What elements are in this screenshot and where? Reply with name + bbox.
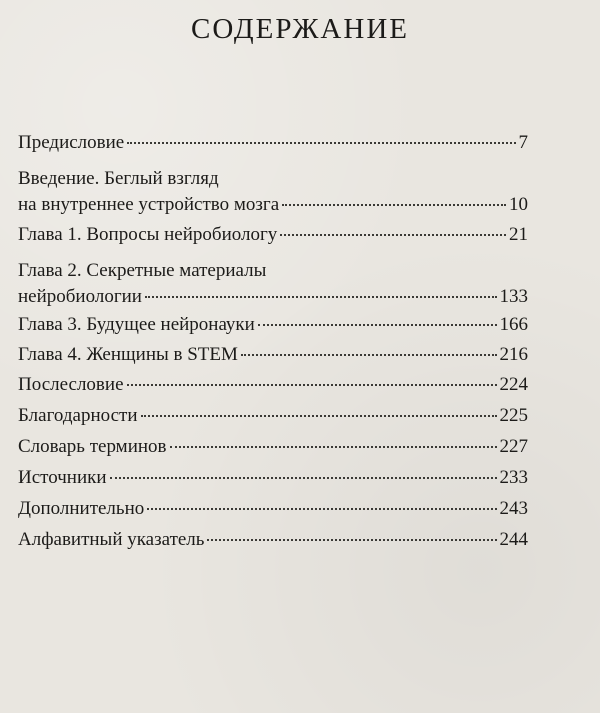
dot-leader xyxy=(145,296,497,298)
toc-entry xyxy=(18,403,528,429)
dot-leader xyxy=(147,508,496,510)
toc-entry-title: нейробиологии xyxy=(18,286,142,307)
toc-entry-row xyxy=(18,130,528,156)
dot-leader xyxy=(110,477,497,479)
page-title: СОДЕРЖАНИЕ xyxy=(191,13,409,45)
toc-entry xyxy=(18,434,528,460)
toc-page-number: 216 xyxy=(499,344,528,365)
toc-page-number: 166 xyxy=(499,314,528,335)
toc-page-number: 133 xyxy=(499,286,528,307)
toc-entry-row xyxy=(18,312,528,338)
toc-entry-row xyxy=(18,372,528,398)
dot-leader xyxy=(280,234,506,236)
toc-entry-title-line: Введение. Беглый взгляд xyxy=(18,168,219,189)
toc-page-number: 7 xyxy=(518,132,528,153)
toc-entry-row xyxy=(18,465,528,491)
toc-page-number: 227 xyxy=(499,436,528,457)
toc-entry-title: Словарь терминов xyxy=(18,436,167,457)
toc-entry-row xyxy=(18,284,528,310)
dot-leader xyxy=(241,354,497,356)
toc-entry-row xyxy=(18,527,528,553)
toc-page-number: 225 xyxy=(499,405,528,426)
toc-entry-row xyxy=(18,496,528,522)
dot-leader xyxy=(258,324,497,326)
toc-page-number: 10 xyxy=(509,194,528,215)
toc-page-number: 21 xyxy=(509,224,528,245)
dot-leader xyxy=(141,415,497,417)
toc-page-number: 233 xyxy=(499,467,528,488)
toc-page-number: 244 xyxy=(499,529,528,550)
dot-leader xyxy=(127,384,497,386)
toc-entry-title: Глава 1. Вопросы нейробиологу xyxy=(18,224,278,245)
toc-entry-row xyxy=(18,222,528,248)
toc-entry xyxy=(18,222,528,248)
toc-entry xyxy=(18,496,528,522)
toc-entry xyxy=(18,342,528,368)
toc-entry xyxy=(18,166,528,218)
toc-entry-title: Благодарности xyxy=(18,405,138,426)
toc-entry-row xyxy=(18,403,528,429)
toc-entry-title: Глава 3. Будущее нейронауки xyxy=(18,314,255,335)
toc-entry xyxy=(18,372,528,398)
toc-entry xyxy=(18,312,528,338)
dot-leader xyxy=(170,446,497,448)
toc-entry-row xyxy=(18,192,528,218)
toc-entry-row xyxy=(18,434,528,460)
dot-leader xyxy=(207,539,496,541)
toc-entry-title-line: Глава 2. Секретные материалы xyxy=(18,260,267,281)
toc-entry-title: Послесловие xyxy=(18,374,124,395)
toc-entry xyxy=(18,527,528,553)
toc-entry-title: Глава 4. Женщины в STEM xyxy=(18,344,238,365)
toc-entry-title: Источники xyxy=(18,467,107,488)
dot-leader xyxy=(127,142,515,144)
toc-entry-title: Дополнительно xyxy=(18,498,145,519)
toc-entry xyxy=(18,465,528,491)
toc-entry-title: на внутреннее устройство мозга xyxy=(18,194,280,215)
toc-entry-row xyxy=(18,342,528,368)
toc-entry xyxy=(18,258,528,310)
toc-page-number: 224 xyxy=(499,374,528,395)
toc-entry-title: Предисловие xyxy=(18,132,125,153)
dot-leader xyxy=(282,204,506,206)
toc-entry-title: Алфавитный указатель xyxy=(18,529,205,550)
toc-entry xyxy=(18,130,528,156)
toc-page-number: 243 xyxy=(499,498,528,519)
